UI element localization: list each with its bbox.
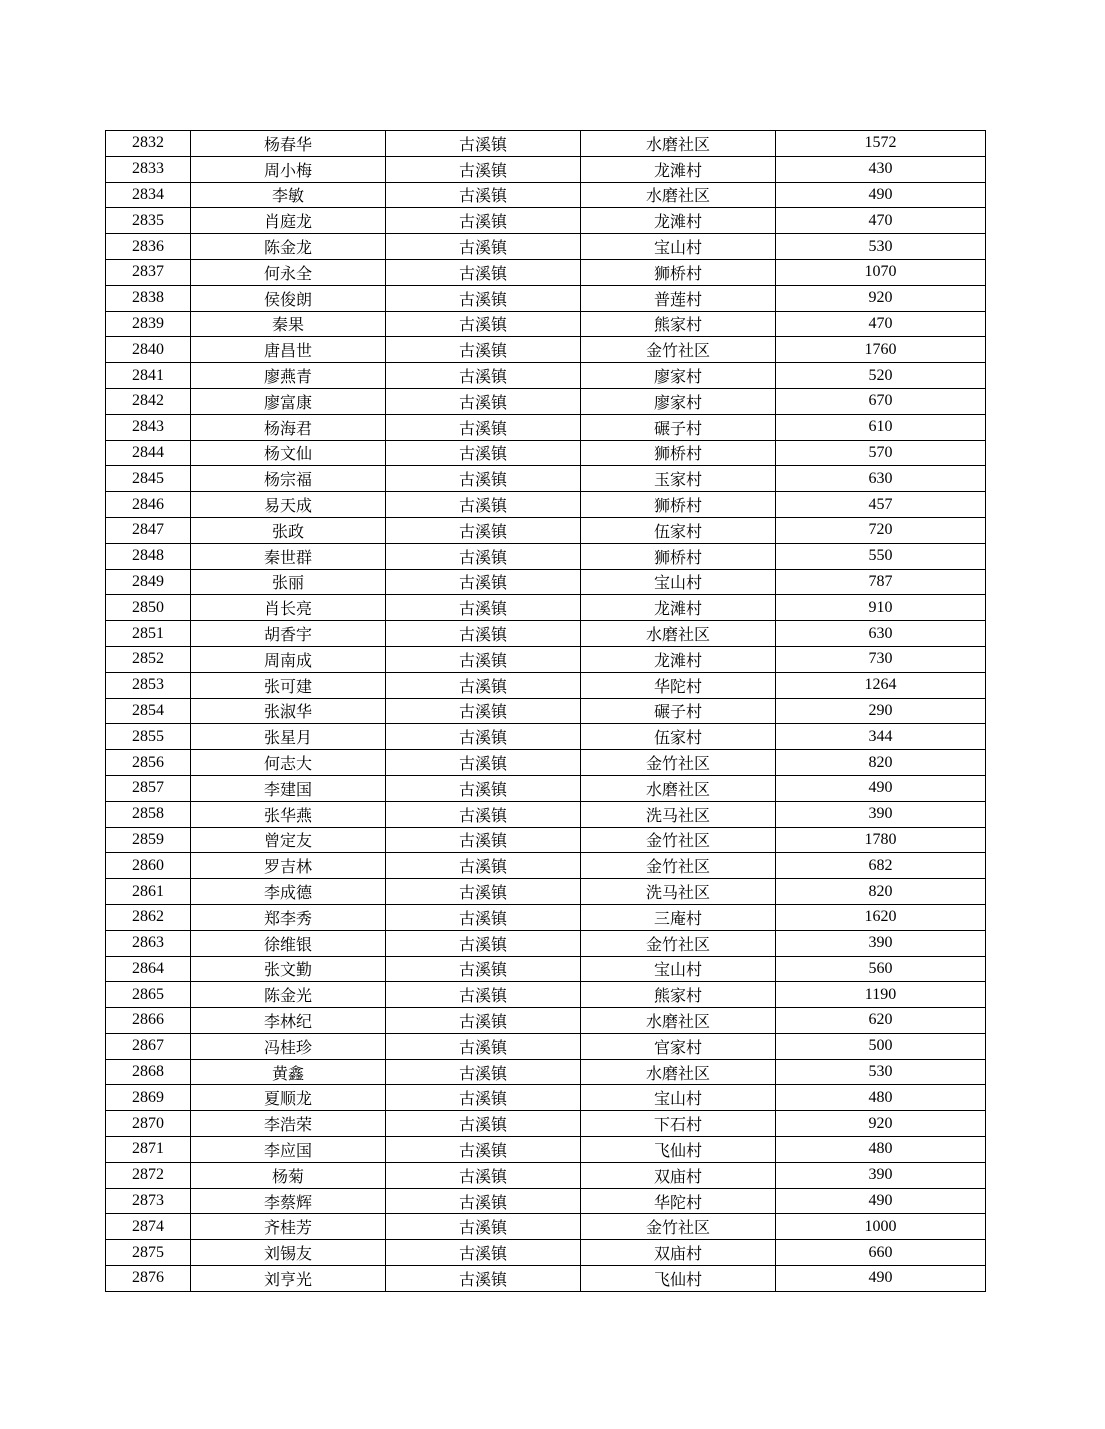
table-cell-amount: 570	[776, 440, 986, 466]
table-cell-village: 龙滩村	[581, 156, 776, 182]
table-row	[106, 1111, 986, 1137]
table-cell-amount: 1620	[776, 904, 986, 930]
table-cell-name: 李敏	[191, 182, 386, 208]
table-cell-amount: 390	[776, 801, 986, 827]
table-cell-id: 2872	[106, 1162, 191, 1188]
table-cell-town: 古溪镇	[386, 337, 581, 363]
table-cell-name: 张政	[191, 517, 386, 543]
table-cell-id: 2843	[106, 414, 191, 440]
table-row	[106, 879, 986, 905]
table-cell-name: 何永全	[191, 259, 386, 285]
table-cell-village: 熊家村	[581, 982, 776, 1008]
table-cell-town: 古溪镇	[386, 698, 581, 724]
table-cell-id: 2847	[106, 517, 191, 543]
table-cell-amount: 660	[776, 1240, 986, 1266]
table-row	[106, 285, 986, 311]
table-cell-town: 古溪镇	[386, 1111, 581, 1137]
table-cell-amount: 490	[776, 1266, 986, 1292]
table-cell-name: 张淑华	[191, 698, 386, 724]
table-cell-amount: 787	[776, 569, 986, 595]
table-row	[106, 259, 986, 285]
table-cell-id: 2859	[106, 827, 191, 853]
table-cell-name: 罗吉林	[191, 853, 386, 879]
table-cell-amount: 490	[776, 775, 986, 801]
table-cell-name: 杨文仙	[191, 440, 386, 466]
table-cell-name: 李应国	[191, 1137, 386, 1163]
table-cell-village: 飞仙村	[581, 1137, 776, 1163]
table-cell-name: 夏顺龙	[191, 1085, 386, 1111]
table-cell-village: 龙滩村	[581, 646, 776, 672]
table-cell-village: 金竹社区	[581, 337, 776, 363]
table-cell-id: 2870	[106, 1111, 191, 1137]
table-row	[106, 1162, 986, 1188]
table-cell-id: 2838	[106, 285, 191, 311]
table-cell-village: 金竹社区	[581, 930, 776, 956]
table-cell-id: 2871	[106, 1137, 191, 1163]
table-row	[106, 646, 986, 672]
table-cell-village: 廖家村	[581, 363, 776, 389]
table-cell-amount: 530	[776, 1059, 986, 1085]
table-cell-village: 狮桥村	[581, 259, 776, 285]
table-cell-town: 古溪镇	[386, 234, 581, 260]
table-cell-name: 周小梅	[191, 156, 386, 182]
table-cell-id: 2855	[106, 724, 191, 750]
data-table	[105, 130, 986, 1292]
table-cell-village: 洗马社区	[581, 801, 776, 827]
table-cell-id: 2840	[106, 337, 191, 363]
table-cell-village: 水磨社区	[581, 1059, 776, 1085]
table-cell-id: 2864	[106, 956, 191, 982]
table-cell-id: 2861	[106, 879, 191, 905]
table-cell-amount: 560	[776, 956, 986, 982]
table-cell-amount: 1190	[776, 982, 986, 1008]
table-row	[106, 1214, 986, 1240]
table-cell-amount: 390	[776, 930, 986, 956]
table-cell-town: 古溪镇	[386, 311, 581, 337]
table-cell-id: 2837	[106, 259, 191, 285]
table-cell-amount: 470	[776, 311, 986, 337]
table-cell-id: 2846	[106, 492, 191, 518]
table-cell-id: 2857	[106, 775, 191, 801]
table-cell-town: 古溪镇	[386, 827, 581, 853]
table-cell-village: 三庵村	[581, 904, 776, 930]
table-cell-village: 廖家村	[581, 388, 776, 414]
table-cell-name: 何志大	[191, 750, 386, 776]
table-row	[106, 982, 986, 1008]
table-body	[106, 131, 986, 1292]
table-cell-town: 古溪镇	[386, 750, 581, 776]
table-cell-id: 2856	[106, 750, 191, 776]
table-cell-amount: 820	[776, 750, 986, 776]
table-cell-amount: 1000	[776, 1214, 986, 1240]
table-row	[106, 440, 986, 466]
table-cell-amount: 520	[776, 363, 986, 389]
table-row	[106, 801, 986, 827]
table-cell-amount: 720	[776, 517, 986, 543]
table-cell-name: 陈金光	[191, 982, 386, 1008]
table-row	[106, 1266, 986, 1292]
table-cell-id: 2853	[106, 672, 191, 698]
table-row	[106, 621, 986, 647]
table-cell-id: 2841	[106, 363, 191, 389]
table-row	[106, 672, 986, 698]
table-cell-village: 金竹社区	[581, 1214, 776, 1240]
table-cell-id: 2839	[106, 311, 191, 337]
table-row	[106, 930, 986, 956]
table-cell-village: 金竹社区	[581, 750, 776, 776]
table-cell-name: 张华燕	[191, 801, 386, 827]
table-cell-town: 古溪镇	[386, 646, 581, 672]
table-cell-village: 双庙村	[581, 1162, 776, 1188]
table-cell-village: 金竹社区	[581, 853, 776, 879]
table-cell-amount: 457	[776, 492, 986, 518]
table-cell-village: 华陀村	[581, 1188, 776, 1214]
table-row	[106, 595, 986, 621]
table-cell-village: 华陀村	[581, 672, 776, 698]
table-cell-village: 金竹社区	[581, 827, 776, 853]
table-cell-village: 宝山村	[581, 234, 776, 260]
table-cell-name: 廖燕青	[191, 363, 386, 389]
table-cell-id: 2836	[106, 234, 191, 260]
table-cell-name: 杨海君	[191, 414, 386, 440]
table-cell-town: 古溪镇	[386, 156, 581, 182]
table-cell-village: 熊家村	[581, 311, 776, 337]
table-cell-amount: 480	[776, 1085, 986, 1111]
table-cell-name: 张文勤	[191, 956, 386, 982]
table-cell-town: 古溪镇	[386, 388, 581, 414]
table-cell-town: 古溪镇	[386, 956, 581, 982]
table-row	[106, 388, 986, 414]
table-cell-amount: 480	[776, 1137, 986, 1163]
table-row	[106, 853, 986, 879]
table-cell-town: 古溪镇	[386, 904, 581, 930]
table-row	[106, 775, 986, 801]
table-cell-village: 普莲村	[581, 285, 776, 311]
table-row	[106, 1085, 986, 1111]
table-cell-name: 易天成	[191, 492, 386, 518]
table-cell-amount: 1070	[776, 259, 986, 285]
table-row	[106, 363, 986, 389]
table-cell-amount: 290	[776, 698, 986, 724]
table-cell-village: 水磨社区	[581, 621, 776, 647]
table-cell-amount: 730	[776, 646, 986, 672]
table-cell-name: 胡香宇	[191, 621, 386, 647]
table-cell-town: 古溪镇	[386, 982, 581, 1008]
table-cell-id: 2866	[106, 1008, 191, 1034]
table-cell-amount: 470	[776, 208, 986, 234]
table-row	[106, 543, 986, 569]
table-cell-village: 伍家村	[581, 517, 776, 543]
table-row	[106, 750, 986, 776]
table-cell-town: 古溪镇	[386, 1162, 581, 1188]
table-cell-id: 2868	[106, 1059, 191, 1085]
table-cell-village: 碾子村	[581, 698, 776, 724]
table-row	[106, 156, 986, 182]
table-cell-town: 古溪镇	[386, 131, 581, 157]
table-row	[106, 131, 986, 157]
table-cell-town: 古溪镇	[386, 724, 581, 750]
table-cell-id: 2860	[106, 853, 191, 879]
table-cell-name: 李蔡辉	[191, 1188, 386, 1214]
table-cell-amount: 430	[776, 156, 986, 182]
table-cell-id: 2874	[106, 1214, 191, 1240]
table-cell-id: 2867	[106, 1033, 191, 1059]
table-cell-town: 古溪镇	[386, 621, 581, 647]
table-cell-name: 郑李秀	[191, 904, 386, 930]
table-cell-amount: 910	[776, 595, 986, 621]
table-cell-id: 2854	[106, 698, 191, 724]
table-cell-id: 2862	[106, 904, 191, 930]
table-cell-town: 古溪镇	[386, 1059, 581, 1085]
table-cell-town: 古溪镇	[386, 930, 581, 956]
table-cell-name: 陈金龙	[191, 234, 386, 260]
table-cell-amount: 920	[776, 285, 986, 311]
table-row	[106, 1240, 986, 1266]
table-cell-town: 古溪镇	[386, 801, 581, 827]
table-cell-id: 2834	[106, 182, 191, 208]
table-row	[106, 208, 986, 234]
table-cell-town: 古溪镇	[386, 1214, 581, 1240]
table-cell-id: 2858	[106, 801, 191, 827]
table-cell-name: 曾定友	[191, 827, 386, 853]
table-row	[106, 1008, 986, 1034]
table-cell-name: 杨宗福	[191, 466, 386, 492]
table-cell-id: 2833	[106, 156, 191, 182]
table-row	[106, 337, 986, 363]
table-cell-id: 2832	[106, 131, 191, 157]
table-row	[106, 904, 986, 930]
table-cell-id: 2876	[106, 1266, 191, 1292]
table-cell-name: 廖富康	[191, 388, 386, 414]
table-cell-name: 唐昌世	[191, 337, 386, 363]
table-cell-village: 碾子村	[581, 414, 776, 440]
table-row	[106, 724, 986, 750]
table-cell-town: 古溪镇	[386, 492, 581, 518]
table-cell-town: 古溪镇	[386, 879, 581, 905]
table-cell-amount: 550	[776, 543, 986, 569]
table-row	[106, 569, 986, 595]
table-cell-town: 古溪镇	[386, 440, 581, 466]
table-cell-town: 古溪镇	[386, 1188, 581, 1214]
table-cell-town: 古溪镇	[386, 1085, 581, 1111]
table-cell-amount: 820	[776, 879, 986, 905]
table-row	[106, 956, 986, 982]
table-cell-village: 玉家村	[581, 466, 776, 492]
table-cell-village: 下石村	[581, 1111, 776, 1137]
table-cell-amount: 344	[776, 724, 986, 750]
table-cell-town: 古溪镇	[386, 1240, 581, 1266]
table-cell-name: 刘亨光	[191, 1266, 386, 1292]
table-cell-town: 古溪镇	[386, 775, 581, 801]
table-cell-village: 水磨社区	[581, 182, 776, 208]
table-cell-town: 古溪镇	[386, 1008, 581, 1034]
table-cell-name: 秦世群	[191, 543, 386, 569]
table-cell-name: 黄鑫	[191, 1059, 386, 1085]
table-cell-name: 杨春华	[191, 131, 386, 157]
table-row	[106, 311, 986, 337]
table-cell-amount: 920	[776, 1111, 986, 1137]
table-cell-amount: 500	[776, 1033, 986, 1059]
table-cell-village: 洗马社区	[581, 879, 776, 905]
table-cell-name: 齐桂芳	[191, 1214, 386, 1240]
table-cell-town: 古溪镇	[386, 1137, 581, 1163]
table-row	[106, 234, 986, 260]
table-cell-amount: 490	[776, 1188, 986, 1214]
table-cell-village: 宝山村	[581, 956, 776, 982]
table-cell-village: 宝山村	[581, 569, 776, 595]
table-cell-town: 古溪镇	[386, 672, 581, 698]
table-cell-town: 古溪镇	[386, 259, 581, 285]
table-cell-id: 2844	[106, 440, 191, 466]
table-row	[106, 492, 986, 518]
table-cell-name: 肖庭龙	[191, 208, 386, 234]
table-cell-town: 古溪镇	[386, 466, 581, 492]
table-cell-id: 2845	[106, 466, 191, 492]
table-cell-village: 水磨社区	[581, 131, 776, 157]
table-cell-name: 张星月	[191, 724, 386, 750]
table-cell-town: 古溪镇	[386, 208, 581, 234]
table-row	[106, 517, 986, 543]
table-cell-amount: 1264	[776, 672, 986, 698]
table-cell-name: 张可建	[191, 672, 386, 698]
table-cell-village: 狮桥村	[581, 543, 776, 569]
table-row	[106, 182, 986, 208]
table-cell-town: 古溪镇	[386, 517, 581, 543]
table-cell-name: 张丽	[191, 569, 386, 595]
table-cell-name: 李浩荣	[191, 1111, 386, 1137]
table-cell-name: 李成德	[191, 879, 386, 905]
table-cell-town: 古溪镇	[386, 595, 581, 621]
table-cell-village: 宝山村	[581, 1085, 776, 1111]
table-cell-id: 2851	[106, 621, 191, 647]
table-cell-id: 2842	[106, 388, 191, 414]
table-cell-town: 古溪镇	[386, 1266, 581, 1292]
table-cell-village: 飞仙村	[581, 1266, 776, 1292]
table-cell-village: 狮桥村	[581, 492, 776, 518]
table-cell-town: 古溪镇	[386, 853, 581, 879]
table-cell-village: 狮桥村	[581, 440, 776, 466]
table-row	[106, 827, 986, 853]
table-cell-name: 李建国	[191, 775, 386, 801]
table-cell-name: 冯桂珍	[191, 1033, 386, 1059]
table-cell-town: 古溪镇	[386, 285, 581, 311]
table-cell-village: 官家村	[581, 1033, 776, 1059]
table-row	[106, 1188, 986, 1214]
table-cell-name: 杨菊	[191, 1162, 386, 1188]
table-row	[106, 1033, 986, 1059]
table-cell-town: 古溪镇	[386, 182, 581, 208]
table-cell-amount: 530	[776, 234, 986, 260]
table-cell-amount: 610	[776, 414, 986, 440]
table-cell-amount: 490	[776, 182, 986, 208]
table-cell-id: 2852	[106, 646, 191, 672]
table-cell-village: 龙滩村	[581, 208, 776, 234]
table-row	[106, 414, 986, 440]
table-cell-id: 2875	[106, 1240, 191, 1266]
table-cell-id: 2865	[106, 982, 191, 1008]
table-cell-town: 古溪镇	[386, 363, 581, 389]
table-cell-id: 2848	[106, 543, 191, 569]
table-cell-village: 伍家村	[581, 724, 776, 750]
table-cell-amount: 1780	[776, 827, 986, 853]
table-cell-id: 2869	[106, 1085, 191, 1111]
table-cell-name: 肖长亮	[191, 595, 386, 621]
table-cell-village: 龙滩村	[581, 595, 776, 621]
table-row	[106, 466, 986, 492]
table-cell-name: 周南成	[191, 646, 386, 672]
table-cell-name: 李林纪	[191, 1008, 386, 1034]
table-cell-village: 水磨社区	[581, 775, 776, 801]
table-cell-amount: 630	[776, 466, 986, 492]
table-cell-name: 秦果	[191, 311, 386, 337]
table-cell-id: 2835	[106, 208, 191, 234]
table-cell-name: 徐维银	[191, 930, 386, 956]
table-cell-name: 侯俊朗	[191, 285, 386, 311]
table-cell-amount: 630	[776, 621, 986, 647]
table-cell-town: 古溪镇	[386, 414, 581, 440]
table-cell-name: 刘锡友	[191, 1240, 386, 1266]
table-row	[106, 1137, 986, 1163]
table-cell-id: 2849	[106, 569, 191, 595]
table-cell-town: 古溪镇	[386, 569, 581, 595]
table-cell-id: 2863	[106, 930, 191, 956]
table-row	[106, 1059, 986, 1085]
table-cell-village: 双庙村	[581, 1240, 776, 1266]
table-cell-amount: 1572	[776, 131, 986, 157]
table-cell-town: 古溪镇	[386, 543, 581, 569]
table-cell-id: 2850	[106, 595, 191, 621]
table-cell-town: 古溪镇	[386, 1033, 581, 1059]
table-cell-amount: 390	[776, 1162, 986, 1188]
table-cell-amount: 670	[776, 388, 986, 414]
table-cell-amount: 1760	[776, 337, 986, 363]
table-cell-amount: 682	[776, 853, 986, 879]
table-cell-amount: 620	[776, 1008, 986, 1034]
table-cell-id: 2873	[106, 1188, 191, 1214]
table-row	[106, 698, 986, 724]
table-cell-village: 水磨社区	[581, 1008, 776, 1034]
